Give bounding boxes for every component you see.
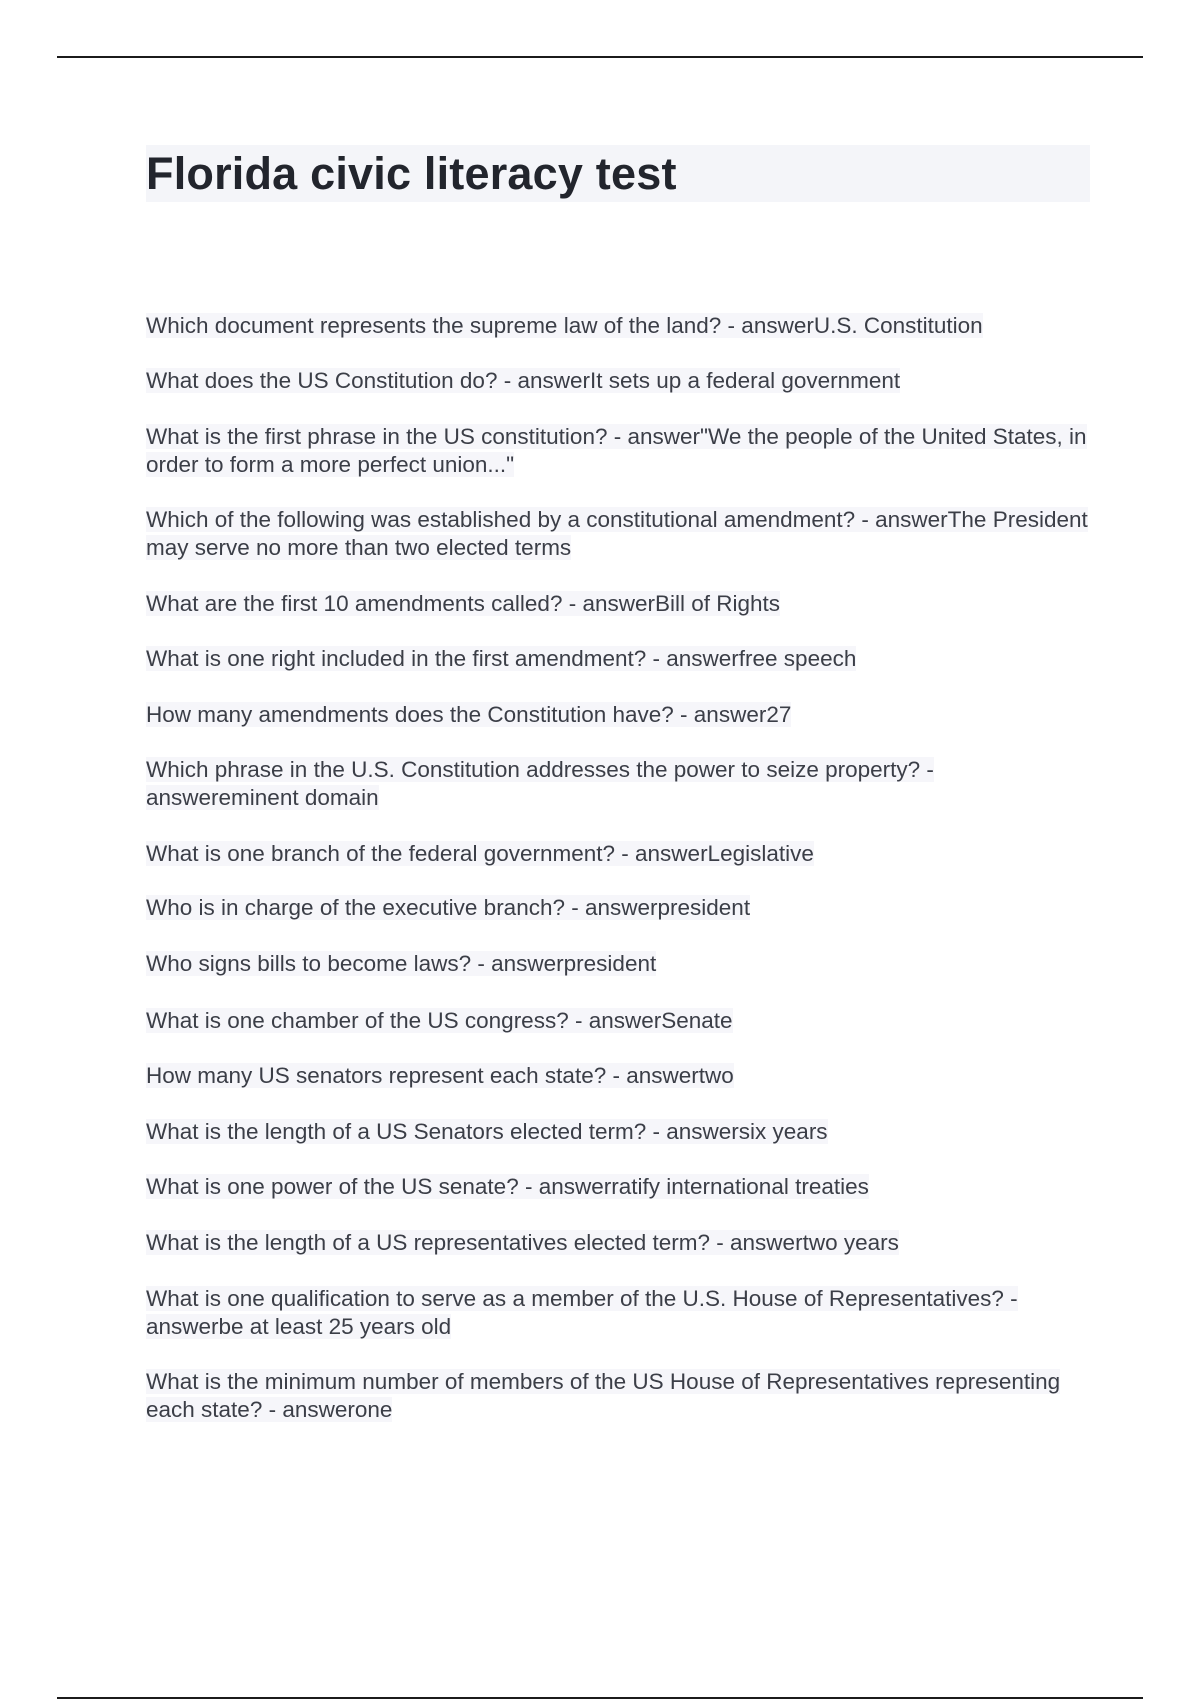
qa-text: What is one qualification to serve as a member of the U.S. House of Representatives? - answerbe at least 25 years old bbox=[146, 1286, 1018, 1339]
qa-text: How many US senators represent each state? - answertwo bbox=[146, 1063, 734, 1088]
qa-item bbox=[146, 1007, 733, 1035]
qa-text: Which of the following was established by a constitutional amendment? - answerThe President may serve no more than two elected terms bbox=[146, 507, 1088, 560]
qa-item bbox=[146, 1173, 869, 1201]
qa-text: Which document represents the supreme law of the land? - answerU.S. Constitution bbox=[146, 313, 983, 338]
qa-text: What does the US Constitution do? - answerIt sets up a federal government bbox=[146, 368, 901, 393]
qa-item bbox=[146, 840, 814, 868]
qa-item bbox=[146, 506, 1090, 562]
qa-item bbox=[146, 1285, 1090, 1341]
qa-text: What is the length of a US Senators elected term? - answersix years bbox=[146, 1119, 828, 1144]
qa-text: What is one chamber of the US congress? - answerSenate bbox=[146, 1008, 733, 1033]
qa-text: What is one power of the US senate? - answerratify international treaties bbox=[146, 1174, 869, 1199]
qa-text: What is one right included in the first amendment? - answerfree speech bbox=[146, 646, 857, 671]
top-rule bbox=[57, 56, 1143, 58]
qa-item bbox=[146, 1118, 828, 1146]
qa-item bbox=[146, 590, 780, 618]
qa-text: How many amendments does the Constitution have? - answer27 bbox=[146, 702, 792, 727]
qa-text: Who signs bills to become laws? - answerpresident bbox=[146, 951, 657, 976]
qa-text: Who is in charge of the executive branch? - answerpresident bbox=[146, 895, 751, 920]
qa-item bbox=[146, 950, 656, 978]
qa-item bbox=[146, 312, 983, 340]
qa-text: Which phrase in the U.S. Constitution addresses the power to seize property? - answereminent domain bbox=[146, 757, 934, 810]
document-body bbox=[146, 145, 1090, 1422]
document-title: Florida civic literacy test bbox=[146, 148, 677, 199]
qa-item bbox=[146, 367, 900, 395]
qa-text: What is the length of a US representatives elected term? - answertwo years bbox=[146, 1230, 899, 1255]
bottom-rule bbox=[57, 1697, 1143, 1699]
qa-item bbox=[146, 894, 750, 922]
qa-text: What is the first phrase in the US constitution? - answer"We the people of the United States, in order to form a more perfect union..." bbox=[146, 424, 1087, 477]
qa-text: What is one branch of the federal government? - answerLegislative bbox=[146, 841, 814, 866]
qa-item bbox=[146, 423, 1090, 479]
qa-item bbox=[146, 1229, 899, 1257]
qa-item bbox=[146, 1368, 1090, 1424]
qa-item bbox=[146, 756, 1090, 812]
qa-item bbox=[146, 1062, 734, 1090]
title-band bbox=[146, 145, 1090, 202]
qa-item bbox=[146, 645, 856, 673]
qa-text: What are the first 10 amendments called? - answerBill of Rights bbox=[146, 591, 781, 616]
qa-text: What is the minimum number of members of the US House of Representatives representing each state? - answerone bbox=[146, 1369, 1061, 1422]
qa-item bbox=[146, 701, 791, 729]
